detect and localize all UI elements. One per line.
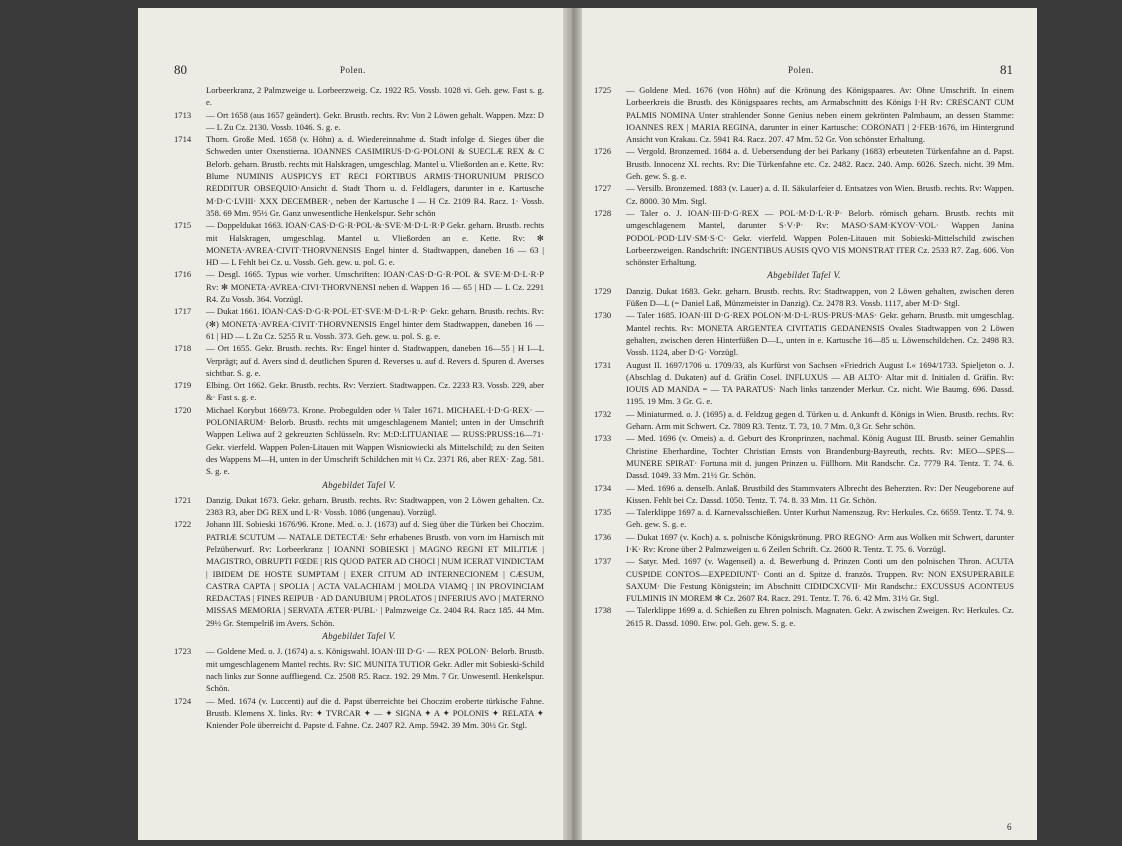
- lot-number: 1723: [174, 646, 192, 657]
- page-number-left: 80: [174, 62, 187, 77]
- catalog-entry: [594, 432, 1014, 481]
- lot-description: — Dukat 1697 (v. Koch) a. s. polnische Königskrönung. PRO REGNO· Arm aus Wolken mit Schwert, darunter I·K· Rv: Krone über 2 Palmzweigen u. 6 Zeilen Schrift. Cz. 2600 R. Tentz. T. 75. 6. Vorzügl.: [626, 531, 1014, 554]
- lot-number: 1730: [594, 310, 612, 321]
- lot-description: Elbing. Ort 1662. Gekr. Brustb. rechts. Rv: Verziert. Stadtwappen. Cz. 2233 R3. Vossb. 229, aber &· Fast s. g. e.: [206, 380, 544, 403]
- lot-description: — Med. 1674 (v. Luccenti) auf die d. Papst überreichte bei Choczim eroberte türkische Fahne. Brustb. Klemens X. links. Rv: ✦ TVRCAR ✦ — ✦ SIGNA ✦ A ✦ POLONIS ✦ RELATA ✦ Kniender Pole überreicht d. Papste d. Fahne. Cz. 2407 R2. Amp. 5942. 39 Mm. 30½ Gr. Stgl.: [206, 695, 544, 731]
- lot-number: 1738: [594, 605, 612, 616]
- lot-number: 1724: [174, 695, 192, 706]
- catalog-entry: [594, 84, 1014, 145]
- catalog-entry: [174, 268, 544, 305]
- lot-description: Johann III. Sobieski 1676/96. Krone. Med. o. J. (1673) auf d. Sieg über die Türken bei Choczim. PATRIÆ SCUTUM — NATALE DETECTÆ· Sehr erhabenes Brustb. von vorn im Harnisch mit Pelzüberwurf. Rv: Lorbeerkranz | IOANNI SOBIESKI | MAGNO REGNI ET MILITIÆ | MAGISTRO, OBRUPTI FŒDE | RIS QUOD PATER AD CHOCI | NUM ICERAT VINDICTAM | IBIDEM DE HOSTE SUMPTAM | EXER CITUM AD INTERNECIONEM | CÆSUM, CASTRA CAPTA | SPOLIA | ACTA VALACHIAM | MOLDA VIAMQ | IN PROVINCIAM REDACTAS | FINES REIPUB · AD DANUBIUM | PROLATOS | INFERIUS AVO | MATERNO MISSAS MEMORIA | SERVATA ÆTER·PUBL· | Palmzweige Cz. 2404 R4. Racz 185. 44 Mm. 29½ Gr. Stempelriß im Avers. Schön.: [206, 519, 544, 628]
- lot-description: — Goldene Med. o. J. (1674) a. s. Königswahl. IOAN·III D·G· — REX POLON· Belorb. Brustb. mit umgeschlagenem Mantel rechts. Rv: SIC MUNITA TUTIOR Gekr. Adler mit Sobieski-Schild nach links zur Sonne auffliegend. Cz. 2508 R5. Racz. 192. 29 Mm. 7 Gr. Unwesentl. Henkelspur. Schön.: [206, 646, 544, 694]
- lot-description: — Desgl. 1665. Typus wie vorher. Umschriften: IOAN·CAS·D·G·R·POL & SVE·M·D·L·R·P Rv: ✻ MONETA·AVREA·CIVI·THORVNENSI neben d. Wappen 16 — 65 | HD — L Cz. 2291 R4. Zu Vossb. 364. Vorzügl.: [206, 269, 544, 305]
- right-page: [582, 8, 1037, 840]
- lot-number: 1726: [594, 146, 612, 157]
- lot-description: Danzig. Dukat 1683. Gekr. geharn. Brustb. rechts. Rv: Stadtwappen, von 2 Löwen gehalten, zwischen deren Füßen D—L (= Daniel Laß, Münzmeister in Danzig). Cz. 2478 R3. Vossb. 1117, aber M·D· Stgl.: [626, 285, 1014, 309]
- lot-number: 1737: [594, 556, 612, 567]
- lot-description: — Goldene Med. 1676 (von Höhn) auf die Krönung des Königspaares. Av: Ohne Umschrift. In einem Lorbeerkreis die Brustb. des Königspaares rechts, am Armabschnitt des Königs I·H Rv: CRESCANT CUM PALMIS NOMINA Unter strahlender Sonne Genius neben einem gekrönten Palmbaum, an dessen Stamme: IOANNES REX | MARIA REGINA, darunter in einer Kartusche: CORONATI | 2·FEB·1676, im Hintergrund Ansicht von Krakau. Cz. 5941 R4. Racz. 207. 47 Mm. 52 Gr. Von schönster Erhaltung.: [626, 85, 1014, 145]
- lot-number: 1717: [174, 306, 192, 317]
- catalog-entry: [594, 182, 1014, 207]
- catalog-entry: [594, 555, 1014, 604]
- lot-number: 1720: [174, 404, 192, 415]
- lot-number: 1733: [594, 433, 612, 444]
- catalog-entry: [594, 531, 1014, 556]
- lot-number: 1714: [174, 134, 192, 145]
- lot-number: 1736: [594, 531, 612, 542]
- lot-description: Michael Korybut 1669/73. Krone. Probegulden oder ⅓ Taler 1671. MICHAEL·I·D·G·REX· — POLONIARUM· Belorb. Brustb. rechts mit umgeschlagenem Mantel; unten in der Umschrift Wappen Leliwa auf 2 gekreuzten Schlüsseln. Rv: M:D:LITUANIAE — RUSS:PRUSS:16—71· Gekr. vierfeld. Wappen Polen-Litauen mit Wappen Wisniowiecki als Mittelschild; zu den Seiten des Wappens M—H, unten in der Umschrift Schildchen mit ⅓ Cz. 2371 R6, aber REX· Zag. 581. S. g. e.: [206, 404, 544, 477]
- catalog-entry: [594, 408, 1014, 433]
- lot-description: — Med. 1696 a. denselb. Anlaß. Brustbild des Stammvaters Albrecht des Beherzten. Rv: Der Neugeborene auf Kissen. Fehlt bei Cz. Dassd. 1050. Tentz. T. 74. 8. 33 Mm. 11 Gr. Schön.: [626, 482, 1014, 505]
- lot-number: 1716: [174, 269, 192, 280]
- figure-caption: Abgebildet Tafel V.: [767, 270, 841, 281]
- catalog-entry: [594, 285, 1014, 310]
- catalog-entry: [174, 84, 544, 109]
- lot-number: 1729: [594, 285, 612, 296]
- lot-description: — Med. 1696 (v. Omeis) a. d. Geburt des Kronprinzen, nachmal. König August III. Brustb. seiner Gemahlin Christine Eberhardine, Tochter Christian Ernsts von Brandenburg-Bayreuth, rechts. Rv: MEO—SPES—MUNERE SPIRAT· Fortuna mit d. jungen Prinzen u. Füllhorn. Mit Randschr. Cz. 7779 R4. Tentz. T. 74. 6. Dassd. 1049. 33 Mm. 21½ Gr. Schön.: [626, 433, 1014, 481]
- right-column: [594, 84, 1014, 629]
- catalog-entry: [174, 379, 544, 404]
- catalog-entry: [174, 695, 544, 732]
- lot-description: — Satyr. Med. 1697 (v. Wagenseil) a. d. Bewerbung d. Prinzen Conti um den polnischen Thron. ACUTA CUSPIDE CONTOS—EXPEDIUNT· Conti an d. Spitze d. französ. Truppen. Rv: NON EXSUPERABILE SAXUM· Die Festung Königstein; im Abschnitt CIDIDCXCVII· Mit Randschr.: EXCUSSUS ACONTEUS FULMINIS IN MOREM ✻ Cz. 2607 R4. Racz. 291. Tentz. T. 76. 6. 42 Mm. 31½ Gr. Stgl.: [626, 556, 1014, 604]
- catalog-entry: [174, 518, 544, 629]
- catalog-entry: [174, 305, 544, 342]
- page-number-right: 81: [1000, 62, 1013, 77]
- lot-description: Lorbeerkranz, 2 Palmzweige u. Lorbeerzweig. Cz. 1922 R5. Vossb. 1028 vi. Geh. gew. Fast s. g. e.: [206, 85, 544, 108]
- lot-description: — Versilb. Bronzemed. 1883 (v. Lauer) a. d. II. Säkularfeier d. Entsatzes von Wien. Brustb. rechts. Rv: Wappen. Cz. 8000. 30 Mm. Stgl.: [626, 183, 1014, 206]
- catalog-entry: [594, 145, 1014, 182]
- catalog-entry: [594, 604, 1014, 629]
- lot-description: — Taler o. J. IOAN·III·D·G·REX — POL·M·D·L·R·P· Belorb. römisch geharn. Brustb. rechts mit umgeschlagenem Mantel, darunter S·V·P· Rv: MASO·SAM·KYOV·VOL· Wappen Janina PODOL·POD·LIV·SM·S·C· Gekr. vierfeld. Wappen Polen-Litauen mit Sobieski-Mittelschild zwischen Lorbeerzweigen. Randschrift: INGENTIBUS AUSIS QVO VIS MONSTRAT ITER Cz. 2533 R7. Zag. 606. Von schönster Erhaltung.: [626, 207, 1014, 268]
- catalog-entry: [174, 404, 544, 478]
- lot-number: 1732: [594, 408, 612, 419]
- catalog-entry: [174, 494, 544, 519]
- lot-description: — Ort 1658 (aus 1657 geändert). Gekr. Brustb. rechts. Rv: Von 2 Löwen gehalt. Wappen. Mzz: D — L Zu Cz. 2130. Vossb. 1046. S. g. e.: [206, 109, 544, 132]
- lot-description: — Talerklippe 1697 a. d. Karnevalsschießen. Unter Kurhut Namenszug. Rv: Herkules. Cz. 6659. Tentz. T. 74. 9. Geh. gew. S. g. e.: [626, 507, 1014, 530]
- signature-mark: 6: [1007, 822, 1012, 832]
- lot-number: [174, 84, 206, 109]
- lot-number: 1728: [594, 207, 612, 218]
- lot-number: 1718: [174, 343, 192, 354]
- left-column: [174, 84, 544, 731]
- lot-description: — Talerklippe 1699 a. d. Schießen zu Ehren polnisch. Magnaten. Gekr. A zwischen Zweigen. Rv: Herkules. Cz. 2615 R. Dassd. 1090. Etw. pol. Geh. gew. S. g. e.: [626, 605, 1014, 628]
- catalog-entry: [594, 359, 1014, 408]
- book-gutter: [563, 8, 582, 840]
- lot-number: 1731: [594, 359, 612, 370]
- lot-number: 1727: [594, 183, 612, 194]
- lot-description: — Miniaturmed. o. J. (1695) a. d. Feldzug gegen d. Türken u. d. Ankunft d. Königs in Wien. Brustb. rechts. Rv: Geharn. Arm mit Schwert. Cz. 7809 R3. Tentz. T. 73, 10. 7 Mm. 0,3 Gr. Sehr schön.: [626, 408, 1014, 432]
- catalog-entry: [174, 219, 544, 268]
- lot-number: 1715: [174, 220, 192, 231]
- lot-number: 1735: [594, 507, 612, 518]
- figure-caption: Abgebildet Tafel V.: [322, 479, 396, 490]
- lot-description: Danzig. Dukat 1673. Gekr. geharn. Brustb. rechts. Rv: Stadtwappen, von 2 Löwen gehalten. Cz. 2383 R3, aber DG REX und L·R· Vossb. 1086 (ungenau). Vorzügl.: [206, 494, 544, 518]
- catalog-entry: [174, 133, 544, 219]
- figure-caption: Abgebildet Tafel V.: [322, 631, 396, 642]
- lot-number: 1719: [174, 380, 192, 391]
- lot-description: — Vergold. Bronzemed. 1684 a. d. Uebersendung der bei Parkany (1683) erbeuteten Türkenfahne an d. Papst. Brustb. Innocenz XI. rechts. Rv: Die Türkenfahne etc. Cz. 2482. Racz. 240. Amp. 6026. Szech. nicht. 39 Mm. Geh. gew. S. g. e.: [626, 146, 1014, 182]
- running-head-right: Polen.: [788, 65, 814, 75]
- lot-number: 1713: [174, 109, 192, 120]
- lot-description: — Taler 1685. IOAN·III D·G·REX POLON·M·D·L·RUS·PRUS·MAS· Gekr. geharn. Brustb. mit umgeschlag. Mantel rechts. Rv: MONETA ARGENTEA CIVITATIS GEDANENSIS Ovales Stadtwappen von 2 Löwen gehalten, zwischen deren Hinterfüßen D—L, unten in e. Kartusche 16—85 u. Löwenschildchen. Cz. 2498 R3. Vossb. 1124, aber D·G· Vorzügl.: [626, 310, 1014, 358]
- lot-description: — Dukat 1661. IOAN·CAS·D·G·R·POL·ET·SVE·M·D·L·R·P· Gekr. geharn. Brustb. rechts. Rv: (✻) MONETA·AVREA·CIVIT·THORVNENSIS Engel hinter dem Stadtwappen, daneben 16 — 61 | HD — L Zu Cz. 5255 R u. Vossb. 373. Geh. gew. u. pol. S. g. e.: [206, 306, 544, 341]
- catalog-entry: [594, 506, 1014, 531]
- lot-number: 1721: [174, 494, 192, 505]
- lot-number: 1722: [174, 519, 192, 530]
- lot-number: 1725: [594, 85, 612, 95]
- lot-description: Thorn. Große Med. 1658 (v. Höhn) a. d. Wiedereinnahme d. Stadt infolge d. Sieges über die Schweden unter Oxenstierna. IOANNES CASIMIRUS·D·G·POLONI & SUECLÆ REX & C Belorb. geharn. Brustb. rechts mit Halskragen, umgeschlag. Mantel u. Vließorden an e. Kette. Rv: Blume NUMINIS AUSPICYS ET RECI FORTIBUS ARMIS·THORUNIUM PRISCO REDDITUR OBSEQUIO·Ansicht d. Stadt Thorn u. d. Feldlagers, darunter in e. Kartusche M·D·C·LVIII· XXX DECEMBER·, neben der Kartusche I — H Cz. 2109 R4. Racz. 1· Vossb. 358. 69 Mm. 95½ Gr. Ganz unwesentliche Henkelspur. Sehr schön: [206, 134, 544, 218]
- catalog-entry: [594, 482, 1014, 507]
- catalog-entry: [174, 342, 544, 379]
- left-page: [138, 8, 563, 840]
- catalog-entry: [594, 309, 1014, 358]
- lot-description: — Doppeldukat 1663. IOAN·CAS·D·G·R·POL·&·SVE·M·D·L·R·P Gekr. geharn. Brustb. rechts mit Halskragen, umgeschlag. Mantel u. Vließorden an e. Kette. Rv: ✻ MONETA·AVREA·CIVIT·THORVNENSIS Engel hinter d. Stadtwappen, daneben 16 — 63 | HD — L Fehlt bei Cz. u. Vossb. Geh. gew. u. pol. G. e.: [206, 220, 544, 268]
- lot-description: August II. 1697/1706 u. 1709/33, als Kurfürst von Sachsen »Friedrich August I.« 1694/1733. Spieljeton o. J. (Abschlag d. Dukaten) auf d. Gräfin Cosel. INFLUXUS — AB ALTO· Altar mit d. Initialen d. Gräfin. Rv: IOUIS AD MANDA = — TA PARATUS· Nach links tanzender Merkur. Cz. nicht. Wie Baumg. 696. Dassd. 1195. 19 Mm. 3 Gr. G. e.: [626, 359, 1014, 407]
- lot-number: 1734: [594, 482, 612, 493]
- catalog-entry: [174, 109, 544, 134]
- running-head-left: Polen.: [340, 65, 366, 75]
- catalog-entry: [594, 207, 1014, 268]
- catalog-entry: [174, 645, 544, 694]
- lot-description: — Ort 1655. Gekr. Brustb. rechts. Rv: Engel hinter d. Stadtwappen, daneben 16—55 | H I—L Verprägt; auf d. Avers sind d. deutlichen Spuren d. Reverses u. auf d. Revers d. Spuren d. Averses sichtbar. S. g. e.: [206, 343, 544, 378]
